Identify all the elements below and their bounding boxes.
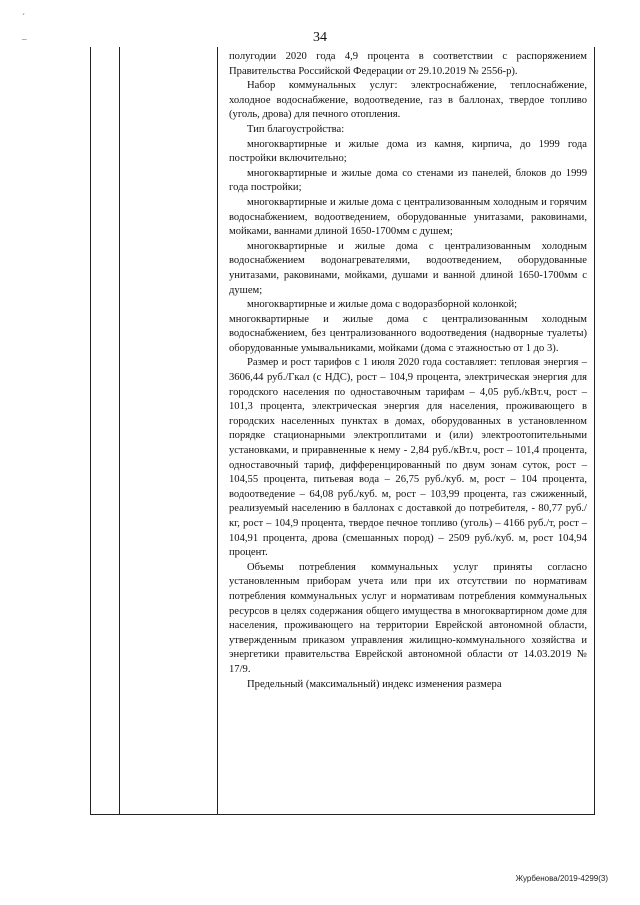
paragraph: Набор коммунальных услуг: электроснабжение, теплоснабжение, холодное водоснабжение, водоотведение, газ в баллонах, твердое топливо (уголь, дрова) для печного отопления. (229, 80, 587, 121)
page-number: 34 (313, 30, 327, 45)
paragraph: Предельный (максимальный) индекс изменения размера (247, 678, 502, 690)
document-footer-code: Журбенова/2019-4299(3) (515, 874, 608, 883)
paragraph: Тип благоустройства: (247, 123, 345, 135)
paragraph: Размер и рост тарифов с 1 июля 2020 года составляет: тепловая энергия – 3606,44 руб./Гкал (с НДС), рост – 104,9 процента, электрическая энергия для городского населения по одноставочным тарифам – 4,05 руб./кВт.ч, рост – 101,3 процента, электрическая энергия для населения, проживающего в городских населенных пунктах в домах, оборудованных в установленном порядке стационарными электроплитами и (или) электроотопительными установками, и приравненные к нему - 2,84 руб./кВт.ч, рост – 101,4 процента, одноставочный тариф, дифференцированный по двум зонам суток, рост – 104,55 процента, питьевая вода – 26,75 руб./куб. м, рост – 104 процента, водоотведение – 64,08 руб./куб. м, рост – 103,99 процента, газ сжиженный, реализуемый населению в баллонах с доставкой до потребителя, - 80,77 руб./кг, рост – 104,9 процента, твердое печное топливо (уголь) – 4166 руб./т, рост – 104,91 процента, дрова (смешанных пород) – 2509 руб./куб. м, рост 104,94 процент. (229, 357, 587, 559)
table-column-divider (217, 47, 218, 814)
margin-mark: ´ (22, 12, 25, 22)
margin-mark: – (22, 34, 27, 44)
paragraph: многоквартирные и жилые дома с централизованным холодным и горячим водоснабжением, водоотведением, оборудованные унитазами, раковинами, мойками, ваннами длиной 1650-1700мм с душем; (229, 196, 587, 238)
paragraph: многоквартирные и жилые дома с централизованным холодным водоснабжением, без централизованного водоотведения (надворные туалеты) оборудованные умывальниками, мойками (дома с этажностью от 1 до 3). (229, 313, 587, 354)
table-right-border (594, 47, 595, 814)
paragraph: полугодии 2020 года 4,9 процента в соответствии с распоряжением Правительства Российской Федерации от 29.10.2019 № 2556-р). (229, 51, 587, 77)
table-text-cell (229, 50, 587, 692)
table-bottom-border (90, 814, 595, 815)
paragraph: многоквартирные и жилые дома с централизованным холодным водоснабжением водонагревателями, водоотведением, оборудованные унитазами, раковинами, мойками, душами и ванной длиной 1650-1700мм с душем; (229, 240, 587, 296)
paragraph: многоквартирные и жилые дома со стенами из панелей, блоков до 1999 года постройки; (229, 167, 587, 194)
paragraph: многоквартирные и жилые дома с водоразборной колонкой; (247, 299, 518, 311)
paragraph: многоквартирные и жилые дома из камня, кирпича, до 1999 года постройки включительно; (229, 138, 587, 165)
paragraph: Объемы потребления коммунальных услуг приняты согласно установленным приборам учета или при их отсутствии по нормативам потребления коммунальных услуг и нормативам потребления коммунальных ресурсов в целях содержания общего имущества в многоквартирном доме для населения, проживающего на территории Еврейской автономной области, утвержденным приказом управления жилищно-коммунального хозяйства и энергетики правительства Еврейской автономной области от 14.03.2019 № 17/9. (229, 561, 587, 675)
table-column-divider (119, 47, 120, 814)
